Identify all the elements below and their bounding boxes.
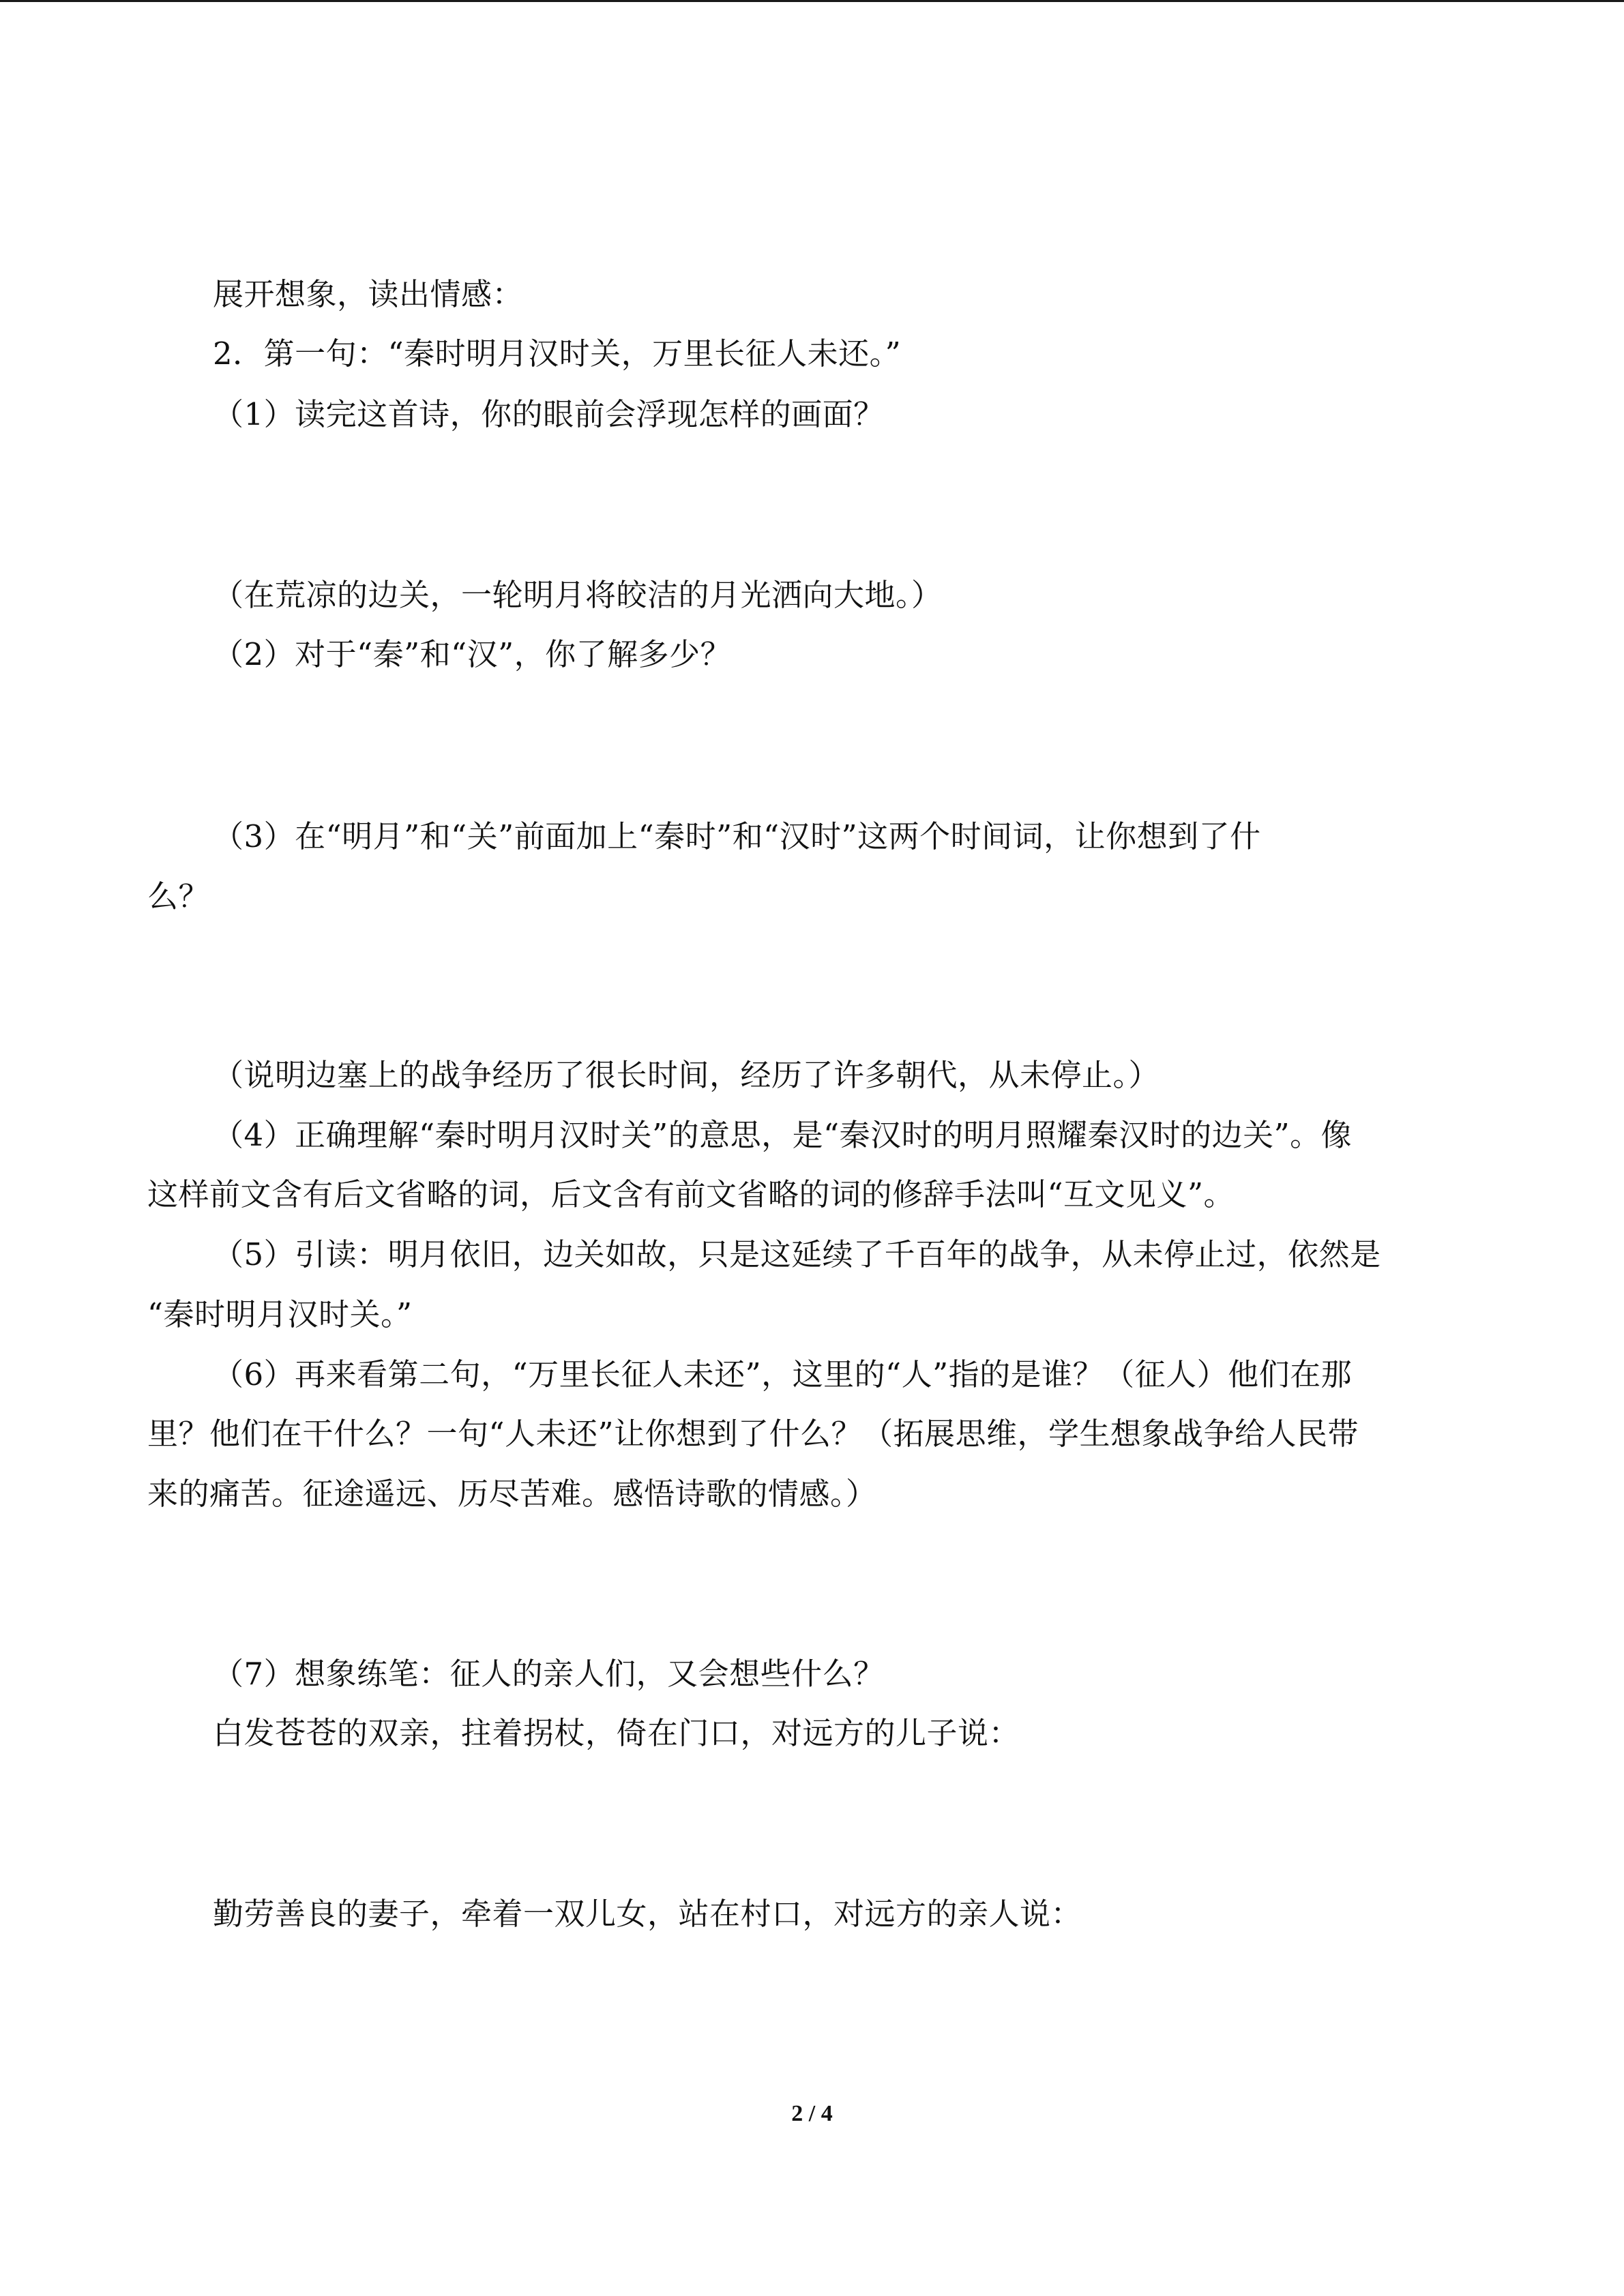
line-item-5-part-1: （5）引读：明月依旧，边关如故，只是这延续了千百年的战争，从未停止过，依然是: [213, 1236, 1381, 1272]
line-question-3-part-2: 么？: [147, 878, 210, 914]
line-question-2: （2）对于“秦”和“汉”，你了解多少？: [213, 636, 732, 672]
line-item-6-part-1: （6）再来看第二句，“万里长征人未还”，这里的“人”指的是谁？（征人）他们在那: [213, 1356, 1353, 1392]
line-item-2-first-sentence: 2．第一句：“秦时明月汉时关，万里长征人未还。”: [213, 336, 902, 372]
line-item-4-part-1: （4）正确理解“秦时明月汉时关”的意思，是“秦汉时的明月照耀秦汉时的边关”。像: [213, 1117, 1353, 1153]
line-answer-3: （说明边塞上的战争经历了很长时间，经历了许多朝代，从未停止。）: [213, 1057, 1160, 1093]
line-item-6-part-3: 来的痛苦。征途遥远、历尽苦难。感悟诗歌的情感。）: [147, 1476, 877, 1512]
line-question-3-part-1: （3）在“明月”和“关”前面加上“秦时”和“汉时”这两个时间词，让你想到了什: [213, 818, 1261, 854]
line-item-6-part-2: 里？他们在干什么？一句“人未还”让你想到了什么？（拓展思维，学生想象战争给人民带: [147, 1416, 1359, 1452]
line-answer-1: （在荒凉的边关，一轮明月将皎洁的月光洒向大地。）: [213, 577, 943, 613]
line-item-7: （7）想象练笔：征人的亲人们，又会想些什么？: [213, 1656, 885, 1692]
page-number: 2 / 4: [791, 2101, 833, 2126]
line-prompt-parents: 白发苍苍的双亲，拄着拐杖，倚在门口，对远方的儿子说：: [213, 1715, 1020, 1751]
line-item-4-part-2: 这样前文含有后文省略的词，后文含有前文省略的词的修辞手法叫“互文见义”。: [147, 1176, 1235, 1212]
line-prompt-wife: 勤劳善良的妻子，牵着一双儿女，站在村口，对远方的亲人说：: [213, 1896, 1082, 1932]
line-question-1: （1）读完这首诗，你的眼前会浮现怎样的画面？: [213, 396, 885, 432]
line-item-5-part-2: “秦时明月汉时关。”: [147, 1296, 413, 1332]
line-heading-imagine: 展开想象，读出情感：: [213, 276, 524, 312]
